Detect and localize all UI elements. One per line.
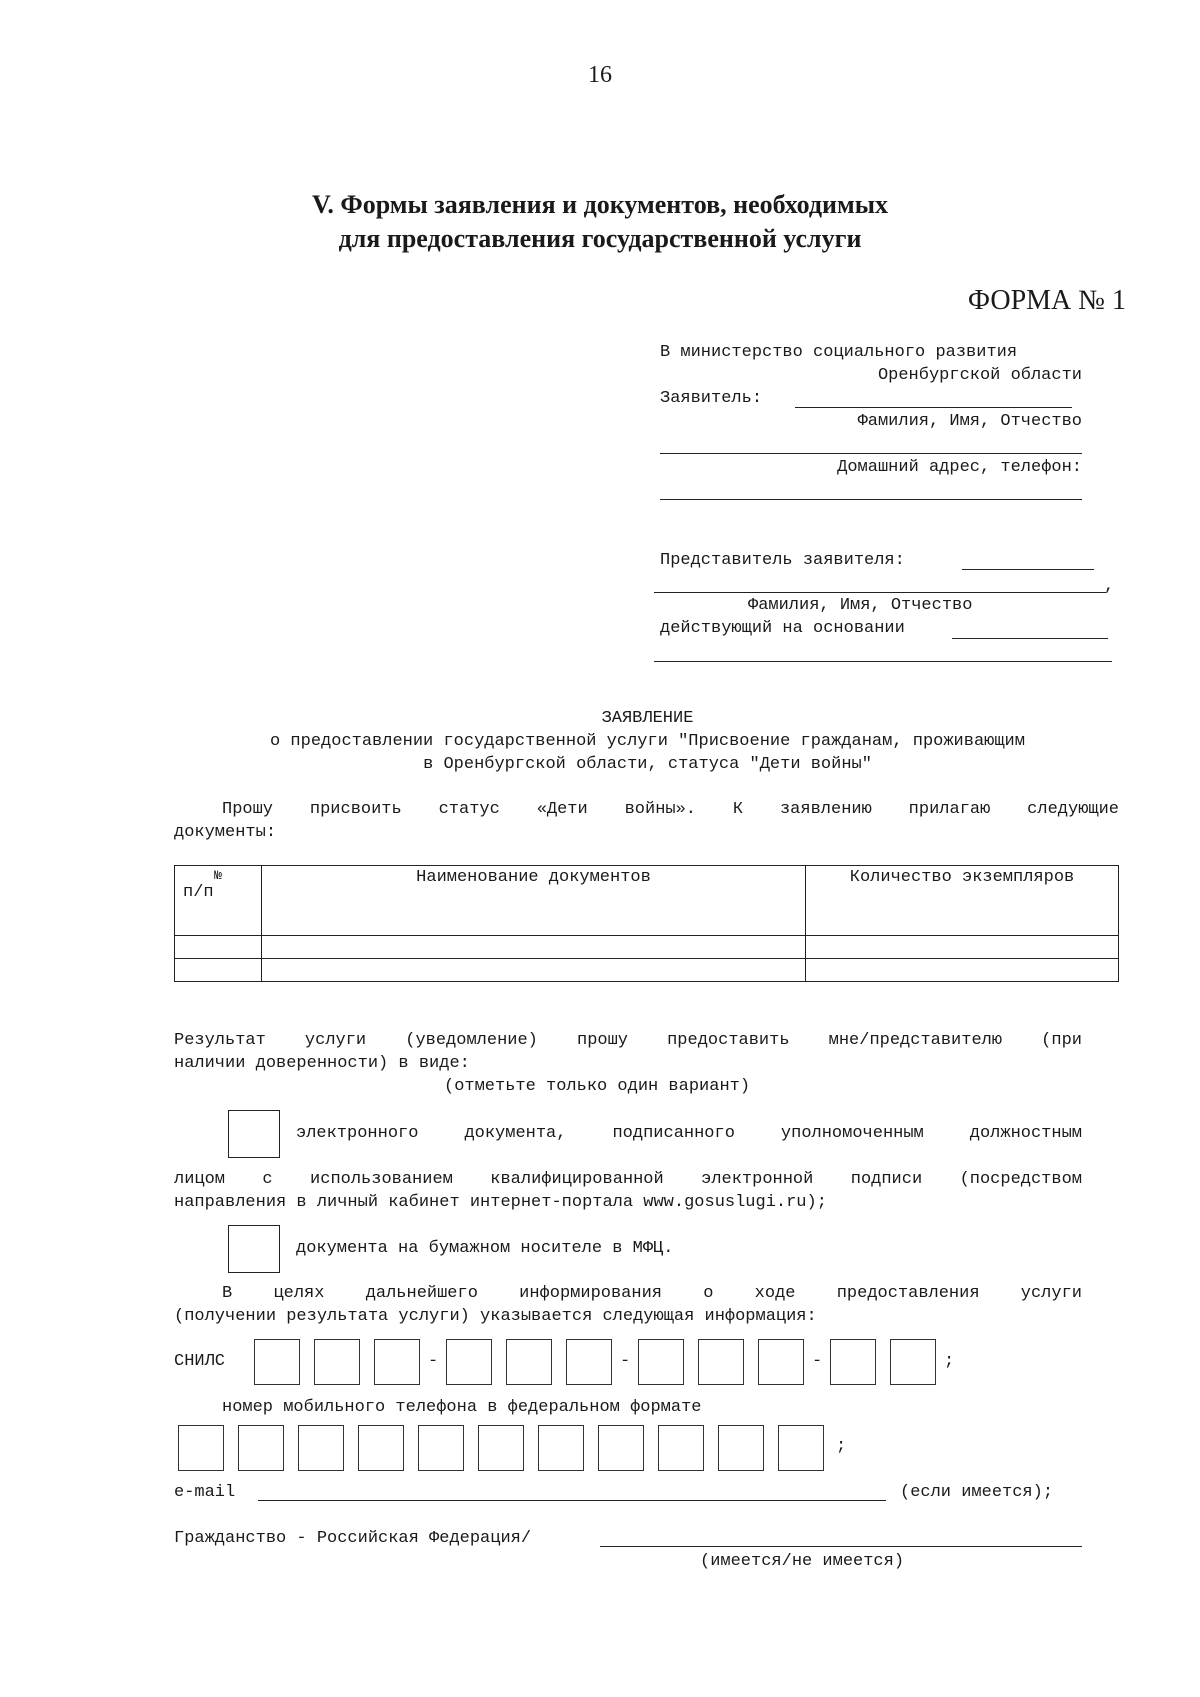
representative-name-line[interactable] (654, 592, 1106, 593)
section-title-line1: V. Формы заявления и документов, необходимых (311, 190, 889, 219)
phone-digit-box[interactable] (658, 1425, 704, 1471)
email-label: e-mail (174, 1483, 236, 1502)
col-number-abbr: п/п (183, 883, 214, 902)
phone-digit-box[interactable] (298, 1425, 344, 1471)
snils-digit-box[interactable] (890, 1339, 936, 1385)
citizenship-field[interactable] (600, 1546, 1082, 1547)
address-caption: Домашний адрес, телефон: (837, 458, 1082, 477)
col-count-header: Количество экземпляров (806, 866, 1119, 936)
comma: , (1104, 577, 1115, 596)
citizenship-caption: (имеется/не имеется) (700, 1552, 905, 1571)
snils-separator: - (812, 1352, 823, 1371)
applicant-label: Заявитель: (660, 389, 763, 408)
representative-line[interactable] (962, 569, 1094, 570)
statement-title: ЗАЯВЛЕНИЕ (601, 709, 694, 728)
statement-subtitle-2: в Оренбургской области, статуса "Дети войны" (423, 755, 872, 774)
phone-digit-box[interactable] (538, 1425, 584, 1471)
snils-digit-box[interactable] (566, 1339, 612, 1385)
snils-digit-box[interactable] (506, 1339, 552, 1385)
phone-digit-box[interactable] (238, 1425, 284, 1471)
option-electronic-line3: направления в личный кабинет интернет-портала www.gosuslugi.ru); (174, 1193, 827, 1212)
option-paper-label: документа на бумажном носителе в МФЦ. (296, 1239, 674, 1258)
table-header-row (175, 866, 1119, 936)
applicant-name-line[interactable] (795, 407, 1072, 408)
col-number-symbol: № (214, 868, 222, 883)
phone-semicolon: ; (836, 1437, 847, 1456)
statement-subtitle-1: о предоставлении государственной услуги "Присвоение гражданам, проживающим (270, 732, 1025, 751)
addressee-line2: Оренбургской области (877, 366, 1082, 385)
snils-semicolon: ; (944, 1352, 955, 1371)
basis-line[interactable] (952, 638, 1108, 639)
col-name-header: Наименование документов (262, 866, 806, 936)
address-line[interactable] (660, 499, 1082, 500)
statement-body-line1: Прошу присвоить статус «Дети войны». К заявлению прилагаю следующие (222, 800, 1119, 819)
phone-digit-box[interactable] (478, 1425, 524, 1471)
snils-digit-box[interactable] (698, 1339, 744, 1385)
snils-digit-box[interactable] (830, 1339, 876, 1385)
option-electronic-line1: электронного документа, подписанного уполномоченным должностным (296, 1124, 1082, 1143)
addressee-line1: В министерство социального развития (660, 343, 1018, 362)
applicant-extra-line[interactable] (660, 453, 1082, 454)
option-electronic-line2: лицом с использованием квалифицированной электронной подписи (посредством (174, 1170, 1082, 1189)
statement-body-line2: документы: (174, 823, 277, 842)
snils-digit-box[interactable] (758, 1339, 804, 1385)
representative-label: Представитель заявителя: (660, 551, 905, 570)
phone-digit-box[interactable] (778, 1425, 824, 1471)
table-row[interactable] (175, 959, 1119, 982)
phone-digit-box[interactable] (358, 1425, 404, 1471)
snils-digit-box[interactable] (314, 1339, 360, 1385)
result-line2: наличии доверенности) в виде: (174, 1054, 470, 1073)
section-title-line2: для предоставления государственной услуги (338, 224, 862, 253)
snils-label: СНИЛС (174, 1352, 226, 1371)
info-line2: (получении результата услуги) указывается следующая информация: (174, 1307, 817, 1326)
form-number: ФОРМА № 1 (967, 285, 1126, 316)
basis-extra-line[interactable] (654, 661, 1112, 662)
page-number: 16 (588, 62, 612, 88)
citizenship-label: Гражданство - Российская Федерация/ (174, 1529, 532, 1548)
snils-digit-box[interactable] (638, 1339, 684, 1385)
snils-digit-box[interactable] (374, 1339, 420, 1385)
email-note: (если имеется); (900, 1483, 1054, 1502)
snils-digit-box[interactable] (254, 1339, 300, 1385)
phone-digit-box[interactable] (418, 1425, 464, 1471)
phone-digit-box[interactable] (718, 1425, 764, 1471)
info-line1: В целях дальнейшего информирования о ходе предоставления услуги (222, 1284, 1082, 1303)
snils-separator: - (428, 1352, 439, 1371)
phone-label: номер мобильного телефона в федеральном формате (222, 1398, 702, 1417)
documents-table (174, 865, 1119, 982)
table-row[interactable] (175, 936, 1119, 959)
rep-fio-caption: Фамилия, Имя, Отчество (748, 596, 973, 615)
result-line1: Результат услуги (уведомление) прошу предоставить мне/представителю (при (174, 1031, 1082, 1050)
email-field[interactable] (258, 1500, 886, 1501)
option-paper-checkbox[interactable] (228, 1225, 280, 1273)
basis-label: действующий на основании (660, 619, 905, 638)
col-number-header (175, 866, 262, 936)
applicant-fio-caption: Фамилия, Имя, Отчество (857, 412, 1082, 431)
result-note: (отметьте только один вариант) (444, 1077, 751, 1096)
phone-digit-box[interactable] (598, 1425, 644, 1471)
option-electronic-checkbox[interactable] (228, 1110, 280, 1158)
snils-digit-box[interactable] (446, 1339, 492, 1385)
phone-digit-box[interactable] (178, 1425, 224, 1471)
snils-separator: - (620, 1352, 631, 1371)
